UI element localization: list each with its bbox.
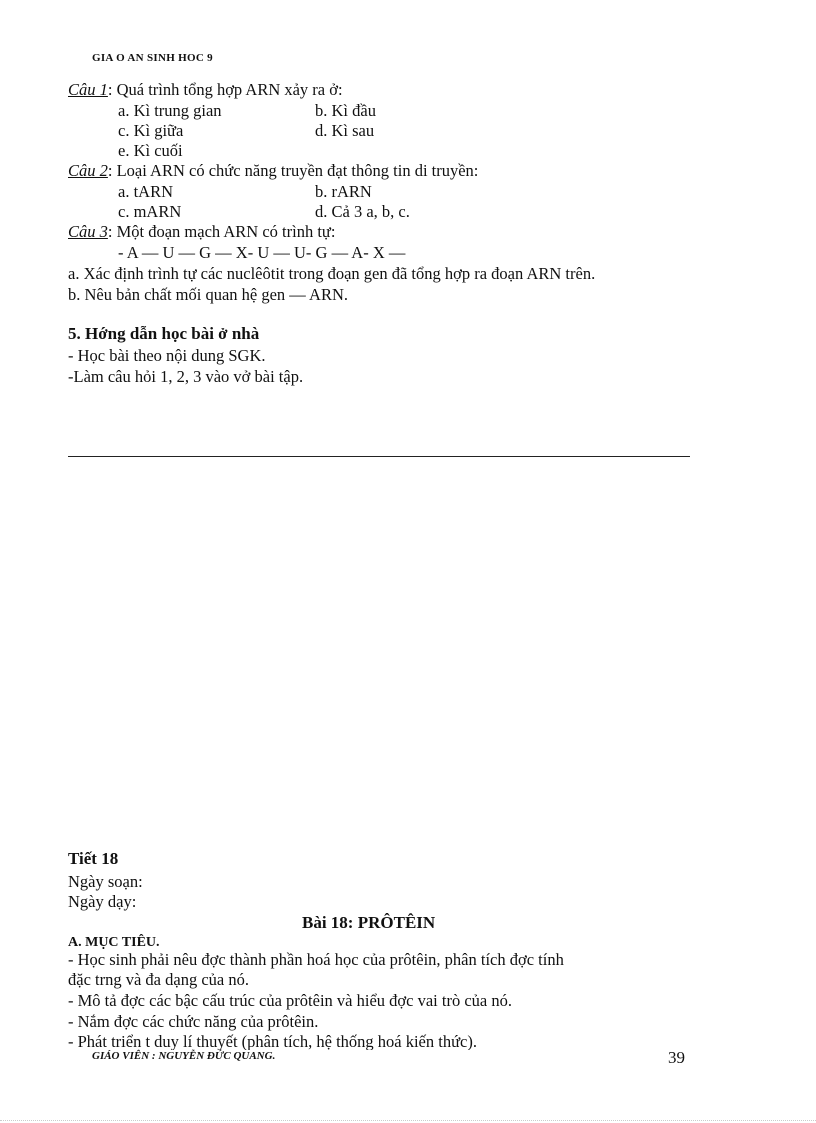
q1-option-e: e. Kì cuối [118, 141, 183, 160]
question-3-label: Câu 3 [68, 222, 108, 241]
q2-option-c: c. mARN [118, 202, 182, 221]
question-3-part-b: b. Nêu bản chất mối quan hệ gen — ARN. [68, 285, 348, 304]
objective-4: - Phát triển t duy lí thuyết (phân tích, hệ thống hoá kiến thức). [68, 1032, 477, 1050]
question-2-text: : Loại ARN có chức năng truyền đạt thông tin di truyền: [107, 161, 479, 180]
q2-option-a: a. tARN [118, 182, 173, 201]
section-5-title: 5. Hớng dẫn học bài ở nhà [68, 324, 260, 343]
question-2-label: Câu 2 [68, 161, 108, 180]
objective-2: - Mô tả đợc các bậc cấu trúc của prôtêin và hiểu đợc vai trò của nó. [68, 991, 512, 1010]
objective-1: - Học sinh phải nêu đợc thành phần hoá học của prôtêin, phân tích đợc tính [68, 950, 564, 969]
horizontal-divider [68, 456, 690, 457]
footer-teacher: GIÁO VIÊN : NGUYỄN ĐỨC QUANG. [92, 1050, 276, 1062]
question-1-label: Câu 1 [68, 80, 108, 99]
question-3-text: : Một đoạn mạch ARN có trình tự: [107, 222, 336, 241]
question-3 [68, 222, 335, 242]
objective-1-cont: đặc trng và đa dạng của nó. [68, 970, 249, 989]
lesson-title-prefix: Bài 18: [302, 913, 354, 932]
q2-option-d: d. Cả 3 a, b, c. [315, 202, 410, 221]
q1-option-a: a. Kì trung gian [118, 101, 222, 120]
rna-sequence: - A — U — G — X- U — U- G — A- X — [118, 243, 406, 262]
q1-option-d: d. Kì sau [315, 121, 375, 140]
q1-option-c: c. Kì giữa [118, 121, 184, 140]
question-1-text: : Quá trình tổng hợp ARN xảy ra ở: [107, 80, 343, 99]
q2-option-b: b. rARN [315, 182, 372, 201]
prep-date-label: Ngày soạn: [68, 872, 143, 891]
question-2 [68, 161, 478, 181]
lesson-number: Tiết 18 [68, 849, 119, 868]
page-number: 39 [668, 1048, 685, 1067]
section-a-title: A. MỤC TIÊU. [68, 935, 160, 950]
page-edge [0, 1120, 816, 1121]
lesson-title-main: PRÔTÊIN [357, 913, 436, 932]
question-3-part-a: a. Xác định trình tự các nuclêôtit trong đoạn gen đã tổng hợp ra đoạn ARN trên. [68, 264, 596, 283]
question-1 [68, 80, 343, 100]
q1-option-b: b. Kì đầu [315, 101, 376, 120]
teach-date-label: Ngày dạy: [68, 892, 137, 911]
objective-3: - Nắm đợc các chức năng của prôtêin. [68, 1012, 319, 1031]
lesson-title [302, 913, 435, 933]
section-5-item-1: - Học bài theo nội dung SGK. [68, 346, 266, 365]
document-header: GIA O AN SINH HOC 9 [92, 52, 213, 64]
section-5-item-2: -Làm câu hỏi 1, 2, 3 vào vở bài tập. [68, 367, 304, 386]
